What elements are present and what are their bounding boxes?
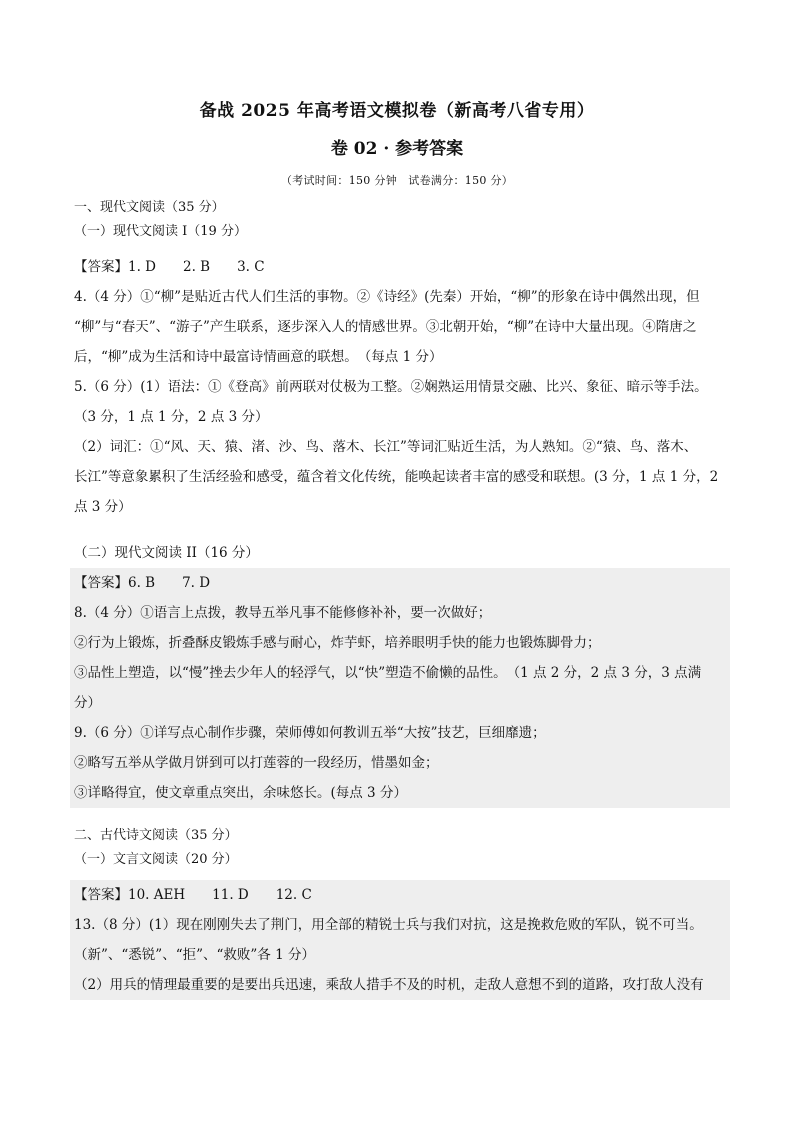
answer-line: （3 分，1 点 1 分，2 点 3 分）	[74, 409, 269, 425]
answer-key: 【答案】1. D 2. B 3. C	[74, 259, 265, 275]
answer-line: 9.（6 分）①详写点心制作步骤，荣师傅如何教训五举“大按”技艺，巨细靡遗；	[70, 718, 730, 748]
answer-key: 【答案】10. AEH 11. D 12. C	[70, 880, 730, 910]
answer-content	[70, 196, 730, 1000]
answer-line: ③品性上塑造，以“慢”挫去少年人的轻浮气，以“快”塑造不偷懒的品性。 （1 点 2 分，2 点 3 分，3 点满	[70, 658, 730, 688]
answer-line: （新”、“悉锐”、“拒”、“救败”各 1 分）	[70, 940, 730, 970]
subsection-heading: （二）现代文阅读 II（16 分）	[74, 545, 259, 561]
answer-line: ②行为上锻炼，折叠酥皮锻炼手感与耐心，炸芋虾，培养眼明手快的能力也锻炼脚骨力；	[70, 628, 730, 658]
answer-line: 点 3 分）	[74, 499, 132, 515]
answer-line: ③详略得宜，使文章重点突出，余味悠长。(每点 3 分）	[70, 778, 730, 808]
answer-line: （2）词汇：①“风、天、猿、渚、沙、鸟、落木、长江”等词汇贴近生活，为人熟知。②“猿、鸟、落木、	[74, 439, 698, 455]
answer-line: ②略写五举从学做月饼到可以打莲蓉的一段经历，惜墨如金；	[70, 748, 730, 778]
answer-line: 4.（4 分）①“柳”是贴近古代人们生活的事物。②《诗经》(先秦）开始，“柳”的形象在诗中偶然出现，但	[74, 289, 700, 305]
subsection-heading: （一）文言文阅读（20 分）	[74, 852, 238, 867]
answer-line: 分）	[70, 688, 730, 718]
answer-line: 13.（8 分）(1）现在刚刚失去了荆门，用全部的精锐士兵与我们对抗，这是挽救危败的军队，锐不可当。	[70, 910, 730, 940]
document-title: 备战 2025 年高考语文模拟卷（新高考八省专用）	[199, 101, 595, 121]
answer-line: 5.（6 分）(1）语法：①《登高》前两联对仗极为工整。②娴熟运用情景交融、比兴、象征、暗示等手法。	[74, 379, 708, 395]
answer-line: 长江”等意象累积了生活经验和感受，蕴含着文化传统，能唤起读者丰富的感受和联想。(3 分，1 点 1 分，2	[74, 469, 719, 485]
exam-info: （考试时间：150 分钟 试卷满分：150 分）	[280, 174, 514, 187]
document-subtitle: 卷 02 · 参考答案	[330, 139, 464, 159]
answer-line: 8.（4 分）①语言上点拨，教导五举凡事不能修修补补，要一次做好；	[70, 598, 730, 628]
answer-line: “柳”与“春天”、“游子”产生联系，逐步深入人的情感世界。③北朝开始，“柳”在诗中大量出现。④隋唐之	[74, 319, 697, 335]
answer-line: 后，“柳”成为生活和诗中最富诗情画意的联想。 （每点 1 分）	[74, 349, 443, 365]
section-heading: 一、现代文阅读（35 分）	[74, 200, 225, 215]
section-heading: 二、古代诗文阅读（35 分）	[74, 828, 238, 843]
answer-line: （2）用兵的情理最重要的是要出兵迅速，乘敌人措手不及的时机，走敌人意想不到的道路，攻打敌人没有	[70, 970, 730, 1000]
subsection-heading: （一）现代文阅读 I（19 分）	[74, 224, 247, 239]
answer-key: 【答案】6. B 7. D	[70, 568, 730, 598]
